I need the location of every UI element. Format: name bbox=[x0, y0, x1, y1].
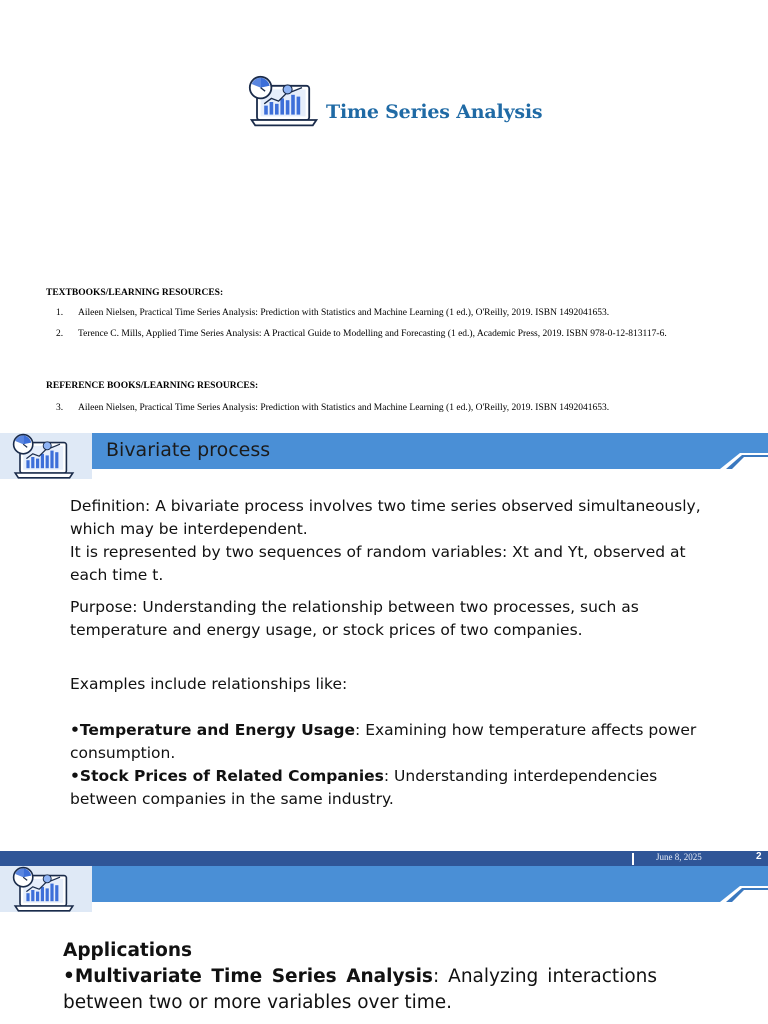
list-text: Terence C. Mills, Applied Time Series Analysis: A Practical Guide to Modelling and Forecasting (1 ed.), Academic Press, 2019. ISBN 978-0-12-813117-6. bbox=[78, 329, 667, 339]
definition-text: Definition: A bivariate process involves two time series observed simultaneously, which may be interdependent. bbox=[70, 497, 701, 538]
bullet-text: : Analyzing interactions between two or more variables over time. bbox=[63, 966, 657, 1013]
footer-divider bbox=[632, 853, 634, 865]
applications-heading: Applications bbox=[63, 940, 193, 961]
list-item bbox=[56, 324, 736, 344]
slide-title: Bivariate process bbox=[106, 439, 271, 461]
banner-bar bbox=[92, 866, 768, 902]
purpose-text: Purpose: Understanding the relationship between two processes, such as temperature and energy usage, or stock prices of two companies. bbox=[70, 598, 639, 639]
bullet-label: •Temperature and Energy Usage bbox=[70, 721, 356, 739]
bullet-text: : Examining how temperature affects power consumption. bbox=[70, 721, 697, 762]
example-bullets bbox=[70, 719, 720, 811]
banner-accent-shape bbox=[680, 433, 768, 473]
definition-text: It is represented by two sequences of random variables: Xt and Yt, observed at each time t. bbox=[70, 543, 686, 584]
definition-block bbox=[70, 495, 720, 587]
list-text: Aileen Nielsen, Practical Time Series Analysis: Prediction with Statistics and Machine Learning (1 ed.), O'Reilly, 2019. ISBN 1492041653. bbox=[78, 308, 610, 318]
footer-date: June 8, 2025 bbox=[656, 852, 702, 862]
page-title: Time Series Analysis bbox=[326, 101, 543, 123]
bullet-text: : Understanding interdependencies between companies in the same industry. bbox=[70, 767, 658, 808]
slide-footer bbox=[0, 851, 768, 866]
page-number: 2 bbox=[756, 851, 762, 862]
examples-intro: Examples include relationships like: bbox=[70, 675, 348, 693]
reference-heading: REFERENCE BOOKS/LEARNING RESOURCES: bbox=[46, 381, 259, 391]
bullet-item bbox=[70, 765, 720, 811]
list-number: 2. bbox=[56, 329, 64, 339]
bullet-label: •Stock Prices of Related Companies bbox=[70, 767, 384, 785]
banner-logo-icon bbox=[12, 866, 76, 914]
list-number: 3. bbox=[56, 403, 64, 413]
list-number: 1. bbox=[56, 308, 64, 318]
textbooks-heading: TEXTBOOKS/LEARNING RESOURCES: bbox=[46, 288, 224, 298]
slide-banner bbox=[0, 433, 768, 479]
bullet-item bbox=[70, 719, 720, 765]
list-text: Aileen Nielsen, Practical Time Series Analysis: Prediction with Statistics and Machine Learning (1 ed.), O'Reilly, 2019. ISBN 1492041653. bbox=[78, 403, 610, 413]
logo-icon bbox=[248, 72, 320, 132]
banner-accent-shape bbox=[680, 866, 768, 906]
bullet-label: •Multivariate Time Series Analysis bbox=[63, 966, 433, 987]
slide-banner bbox=[0, 866, 768, 912]
banner-logo-icon bbox=[12, 433, 76, 481]
list-item bbox=[56, 398, 736, 418]
bullet-item bbox=[63, 964, 657, 1016]
list-item bbox=[56, 303, 736, 323]
